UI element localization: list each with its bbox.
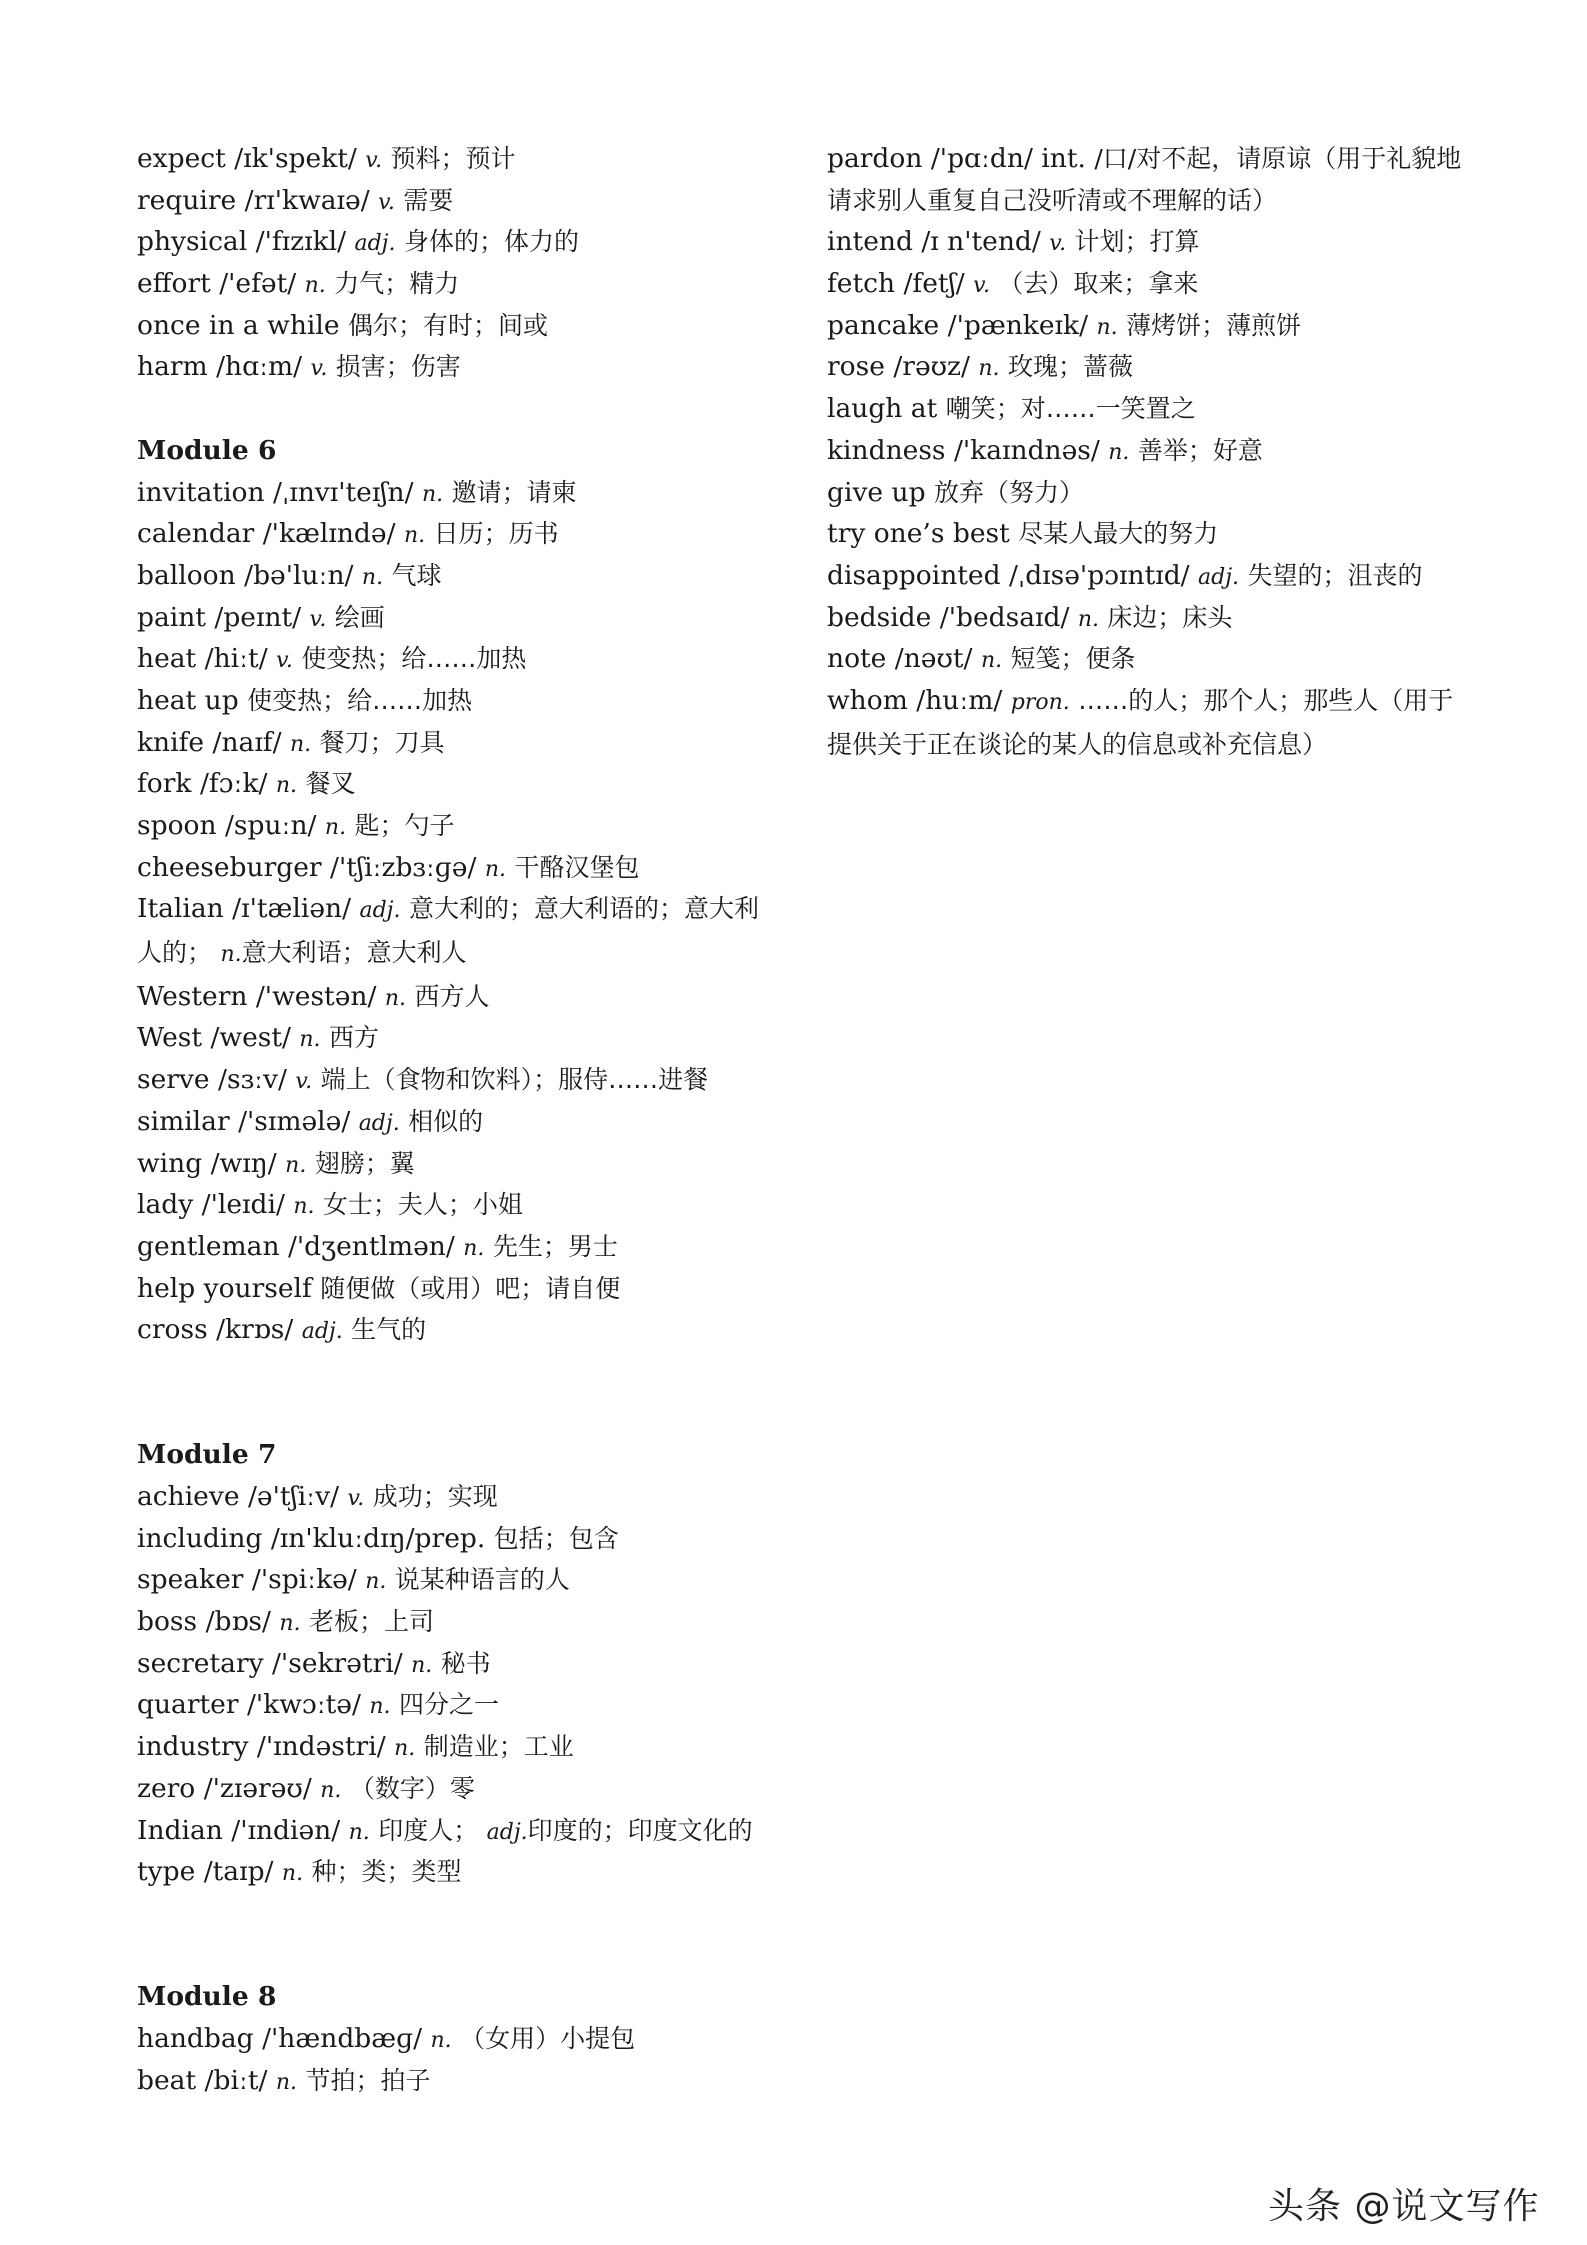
vocab-entry <box>137 472 777 514</box>
vocab-entry <box>827 263 1467 305</box>
entry-definition: 床边；床头 <box>1107 602 1233 632</box>
entry-definition: 嘲笑；对……一笑置之 <box>945 394 1196 424</box>
entry-part-of-speech: v. <box>973 273 990 299</box>
entry-word: gentleman <box>137 1230 280 1262</box>
vocab-entry <box>137 1184 777 1226</box>
entry-definition: 女士；夫人；小姐 <box>322 1190 523 1220</box>
entry-pronunciation: /ɪk'spekt/ <box>234 143 357 174</box>
entry-definition: 放弃（努力） <box>933 477 1084 507</box>
vocab-entry <box>137 555 777 597</box>
entry-pronunciation: /krɒs/ <box>216 1314 294 1346</box>
vocab-entry <box>137 1810 777 1852</box>
entry-pronunciation: /'ɪndiən/ <box>231 1814 341 1846</box>
entry-pronunciation: /'westən/ <box>255 980 377 1012</box>
entry-word: kindness <box>827 434 946 466</box>
entry-part-of-speech: adj. <box>1198 564 1240 590</box>
entry-pronunciation: /'efət/ <box>219 268 297 300</box>
entry-pronunciation: /sɜːv/ <box>218 1064 287 1096</box>
entry-part-of-speech: n. <box>348 1819 370 1845</box>
entry-part-of-speech: v. <box>310 356 328 382</box>
entry-definition: 偶尔；有时；间或 <box>347 310 548 340</box>
entry-word: handbag <box>137 2023 254 2054</box>
entry-pronunciation: /'kwɔːtə/ <box>246 1689 361 1721</box>
entry-word: Indian <box>137 1814 223 1846</box>
vocab-entry <box>827 597 1467 639</box>
entry-pronunciation: /'fɪzɪkl/ <box>255 226 347 258</box>
entry-word: secretary <box>137 1647 264 1679</box>
entry-part-of-speech: n. <box>361 564 384 590</box>
entry-definition: 力气；精力 <box>334 269 460 299</box>
entry-part-of-speech: v. <box>347 1486 365 1512</box>
vocab-entry <box>827 555 1467 597</box>
entry-word: wing <box>137 1147 203 1179</box>
entry-pronunciation: /spuːn/ <box>224 810 317 841</box>
entry-pronunciation: /'sekrətri/ <box>272 1647 403 1679</box>
entry-word: intend <box>827 226 913 258</box>
entry-part-of-speech: n. <box>394 1736 416 1762</box>
spacer <box>137 1893 777 1976</box>
vocab-entry <box>827 430 1467 472</box>
entry-word: achieve <box>137 1481 240 1513</box>
vocab-entry <box>137 263 777 305</box>
vocab-entry <box>827 513 1467 555</box>
entry-word: knife <box>137 726 205 758</box>
entry-pronunciation: /'tʃiːzbɜːɡə/ <box>330 851 477 883</box>
entry-definition: 气球 <box>391 560 442 590</box>
entry-pronunciation: /naɪf/ <box>212 726 282 758</box>
entry-part-of-speech: n. <box>289 731 312 757</box>
entry-definition: 餐叉 <box>305 769 356 799</box>
entry-pronunciation: /'hændbæɡ/ <box>262 2023 423 2054</box>
entry-pronunciation: /ɪ'tæliən/ <box>232 893 352 925</box>
entry-pronunciation: /ə'tʃiːv/ <box>247 1481 340 1513</box>
entry-part-of-speech: n. <box>281 1861 304 1887</box>
entry-definition: /口/对不起，请原谅（用于礼貌地请求别人重复自己没听清或不理解的话） <box>827 144 1462 215</box>
entry-definition: ……的人；那个人；那些人（用于提供关于正在谈论的某人的信息或补充信息） <box>827 685 1454 759</box>
entry-word: cross <box>137 1314 208 1346</box>
entry-part-of-speech: adj. <box>359 898 401 924</box>
entry-definition: 身体的；体力的 <box>403 227 579 257</box>
entry-pronunciation: /fetʃ/ <box>903 268 965 300</box>
entry-pronunciation: /'leɪdi/ <box>201 1189 285 1221</box>
vocab-entry <box>827 680 1467 765</box>
entry-part-of-speech: adj. <box>358 1110 400 1136</box>
entry-pronunciation: /bə'luːn/ <box>244 559 354 591</box>
entry-word: paint <box>137 601 206 633</box>
entry-word: serve <box>137 1064 210 1096</box>
entry-part-of-speech: n. <box>275 773 298 799</box>
entry-definition: 意大利的；意大利语的；意大利人的； <box>137 894 759 968</box>
entry-part-of-speech: v. <box>365 148 383 173</box>
entry-word: type <box>137 1856 196 1888</box>
entry-definition: 损害；伤害 <box>335 352 461 382</box>
entry-definition: 四分之一 <box>398 1690 499 1720</box>
entry-part-of-speech: n. <box>285 1152 307 1178</box>
entry-part-of-speech: n. <box>299 1027 321 1053</box>
module-heading: Module 7 <box>137 1439 277 1471</box>
entry-part-of-speech: v. <box>378 189 395 215</box>
vocab-entry <box>137 1768 777 1810</box>
entry-definition: 制造业；工业 <box>423 1732 574 1762</box>
entry-definition: 随便做（或用）吧；请自便 <box>320 1273 621 1303</box>
entry-part-of-speech: v. <box>1049 231 1067 257</box>
vocab-entry <box>137 221 777 263</box>
entry-definition: 端上（食物和饮料）；服侍……进餐 <box>320 1065 709 1095</box>
entry-part-of-speech: n. <box>463 1235 485 1261</box>
entry-definition: 预料；预计 <box>390 144 516 173</box>
vocab-entry <box>137 888 777 975</box>
entry-definition: 失望的；沮丧的 <box>1247 560 1423 590</box>
entry-definition: 餐刀；刀具 <box>319 727 445 757</box>
entry-word: expect <box>137 143 226 174</box>
entry-word: note <box>827 643 887 675</box>
entry-word: whom <box>827 684 908 716</box>
vocab-entry <box>137 1476 777 1518</box>
vocab-entry <box>827 221 1467 263</box>
entry-definition: 计划；打算 <box>1074 227 1200 257</box>
entry-part-of-speech: n. <box>365 1569 387 1595</box>
vocab-entry <box>137 1309 777 1351</box>
spacer <box>137 1351 777 1434</box>
entry-pronunciation: /ɪ n'tend/ <box>921 226 1041 258</box>
vocab-entry <box>137 1726 777 1768</box>
entry-word: zero <box>137 1772 196 1804</box>
entry-pronunciation: /'ɪndəstri/ <box>256 1731 386 1763</box>
entry-part-of-speech: n. <box>411 1652 433 1678</box>
vocab-entry <box>137 1101 777 1143</box>
entry-definition: （女用）小提包 <box>460 2024 636 2053</box>
vocab-entry <box>137 1518 777 1560</box>
vocab-entry <box>827 346 1467 388</box>
entry-pronunciation: /'kaɪndnəs/ <box>953 434 1100 466</box>
entry-part-of-speech: adj. <box>486 1819 528 1845</box>
vocab-entry <box>137 1143 777 1185</box>
entry-word: give up <box>827 476 926 508</box>
vocab-entry <box>137 2060 777 2102</box>
entry-word: beat <box>137 2064 197 2096</box>
entry-pronunciation: /'spiːkə/ <box>251 1564 357 1596</box>
entry-word: pardon <box>827 143 923 174</box>
entry-word: fetch <box>827 268 896 300</box>
entry-definition: 短笺；便条 <box>1010 644 1136 674</box>
entry-definition: 西方人 <box>414 981 490 1011</box>
entry-definition: 秘书 <box>440 1648 491 1678</box>
entry-word: invitation <box>137 476 265 508</box>
entry-definition: 成功；实现 <box>372 1482 498 1512</box>
entry-definition: 印度人； <box>378 1815 479 1845</box>
entry-part-of-speech: n. <box>484 856 506 882</box>
entry-part-of-speech: n. <box>978 356 1000 382</box>
entry-word: quarter <box>137 1689 239 1721</box>
entry-definition: 包括；包含 <box>493 1523 619 1553</box>
entry-pronunciation: /bɒs/ <box>205 1606 271 1638</box>
entry-definition: 薄烤饼；薄煎饼 <box>1126 310 1302 340</box>
entry-definition: 尽某人最大的努力 <box>1018 519 1219 549</box>
entry-part-of-speech: adj. <box>354 231 396 257</box>
vocab-entry <box>137 1559 777 1601</box>
entry-word: help yourself <box>137 1272 312 1304</box>
entry-pronunciation: /hɑːm/ <box>216 351 303 383</box>
entry-part-of-speech: n. <box>421 481 444 507</box>
entry-part-of-speech: adj. <box>301 1319 343 1345</box>
vocab-entry <box>827 472 1467 514</box>
entry-word: calendar <box>137 518 255 550</box>
entry-word: boss <box>137 1606 198 1638</box>
entry-pronunciation: /fɔːk/ <box>199 768 268 800</box>
entry-pronunciation: /nəʊt/ <box>894 643 973 675</box>
entry-word: heat up <box>137 684 239 716</box>
entry-definition: 印度的；印度文化的 <box>527 1815 753 1845</box>
vocab-entry <box>137 680 777 722</box>
entry-word: balloon <box>137 559 236 591</box>
spacer <box>137 388 777 430</box>
entry-pronunciation: /'kælɪndə/ <box>262 518 396 550</box>
vocab-entry <box>137 1643 777 1685</box>
vocab-entry <box>827 305 1467 347</box>
entry-part-of-speech: v. <box>295 1069 313 1095</box>
entry-pronunciation: /'bedsaɪd/ <box>939 601 1070 633</box>
entry-definition: 种；类；类型 <box>311 1857 462 1887</box>
entry-part-of-speech: n. <box>220 942 242 968</box>
entry-word: industry <box>137 1731 249 1763</box>
vocab-entry <box>137 763 777 805</box>
entry-definition: 玫瑰；蔷薇 <box>1008 352 1134 382</box>
entry-part-of-speech: v. <box>276 648 293 674</box>
entry-part-of-speech: n. <box>293 1194 315 1220</box>
watermark: 头条 @说文写作 <box>1268 2186 1540 2227</box>
entry-word: including <box>137 1522 263 1554</box>
module-heading: Module 8 <box>137 1981 277 2013</box>
entry-definition: 相似的 <box>408 1106 484 1136</box>
vocab-entry <box>137 513 777 555</box>
vocab-entry <box>137 722 777 764</box>
entry-definition: 生气的 <box>351 1315 427 1345</box>
left-column <box>137 138 777 2101</box>
entry-pronunciation: /hiːt/ <box>204 643 268 675</box>
vocab-entry <box>137 346 777 388</box>
vocab-entry <box>137 1684 777 1726</box>
entry-definition: 需要 <box>403 185 454 215</box>
entry-part-of-speech: n. <box>275 2069 298 2095</box>
entry-definition: 节拍；拍子 <box>305 2065 431 2095</box>
entry-pronunciation: /biːt/ <box>204 2064 268 2096</box>
entry-word: fork <box>137 768 192 800</box>
entry-part-of-speech: n. <box>1096 314 1118 340</box>
right-column <box>827 138 1467 765</box>
entry-pronunciation: /'dʒentlmən/ <box>287 1230 455 1262</box>
entry-part-of-speech: n. <box>320 1777 342 1803</box>
entry-word: try one’s best <box>827 518 1010 550</box>
vocab-entry <box>137 1851 777 1893</box>
module-heading: Module 6 <box>137 434 277 466</box>
entry-pronunciation: /wɪŋ/ <box>210 1147 277 1179</box>
vocab-entry <box>137 1059 777 1101</box>
entry-definition: 干酪汉堡包 <box>514 852 640 882</box>
entry-part-of-speech: n. <box>980 648 1003 674</box>
entry-word: Western <box>137 980 248 1012</box>
entry-part-of-speech: n. <box>304 273 326 299</box>
entry-definition: 匙；勺子 <box>354 811 455 840</box>
entry-part-of-speech: n. <box>324 815 347 840</box>
vocab-entry <box>827 638 1467 680</box>
entry-part-of-speech: n. <box>369 1694 391 1720</box>
entry-pronunciation: /'pɑːdn/ int. <box>930 143 1086 174</box>
entry-part-of-speech: pron. <box>1010 689 1070 715</box>
entry-definition: 说某种语言的人 <box>394 1565 570 1595</box>
entry-word: spoon <box>137 810 217 841</box>
vocab-entry <box>137 976 777 1018</box>
entry-word: disappointed <box>827 559 1001 591</box>
entry-definition: 善举；好意 <box>1137 435 1263 465</box>
entry-pronunciation: /ɪn'kluːdɪŋ/prep. <box>270 1522 486 1554</box>
vocab-entry <box>137 138 777 180</box>
entry-part-of-speech: n. <box>1077 606 1099 632</box>
entry-word: rose <box>827 351 885 383</box>
entry-part-of-speech: n. <box>430 2028 452 2053</box>
entry-pronunciation: /west/ <box>210 1022 291 1054</box>
entry-definition: 西方 <box>328 1023 379 1053</box>
vocab-entry <box>827 388 1467 430</box>
entry-definition: 邀请；请柬 <box>451 477 577 507</box>
entry-pronunciation: /rɪ'kwaɪə/ <box>244 184 370 216</box>
entry-word: similar <box>137 1105 230 1137</box>
entry-pronunciation: /taɪp/ <box>203 1856 274 1888</box>
vocab-entry <box>137 597 777 639</box>
entry-word: speaker <box>137 1564 244 1596</box>
vocab-entry <box>827 138 1467 221</box>
entry-word: heat <box>137 643 197 675</box>
entry-part-of-speech: n. <box>403 523 426 549</box>
entry-word: bedside <box>827 601 932 633</box>
entry-definition: 翅膀；翼 <box>314 1148 415 1178</box>
entry-word: require <box>137 184 237 216</box>
entry-pronunciation: /ˌɪnvɪ'teɪʃn/ <box>273 476 414 508</box>
vocab-entry <box>137 305 777 347</box>
entry-word: once in a while <box>137 309 340 341</box>
vocab-entry <box>137 2018 777 2060</box>
entry-pronunciation: /'zɪərəʊ/ <box>203 1772 312 1804</box>
vocab-entry <box>137 1226 777 1268</box>
entry-part-of-speech: n. <box>1108 439 1130 465</box>
entry-word: Italian <box>137 893 224 925</box>
entry-word: effort <box>137 268 211 300</box>
vocab-entry <box>137 638 777 680</box>
entry-part-of-speech: n. <box>279 1611 301 1637</box>
entry-definition: 老板；上司 <box>309 1607 435 1637</box>
entry-pronunciation: /huːm/ <box>916 684 1003 716</box>
entry-word: lady <box>137 1189 194 1221</box>
entry-definition: 绘画 <box>334 602 385 632</box>
vocab-entry <box>137 847 777 889</box>
entry-definition: 日历；历书 <box>433 519 559 549</box>
entry-pronunciation: /'sɪmələ/ <box>238 1105 351 1137</box>
entry-word: laugh at <box>827 393 938 425</box>
entry-definition: （去）取来；拿来 <box>998 269 1199 299</box>
vocab-entry <box>137 180 777 222</box>
entry-definition: 使变热；给……加热 <box>247 685 473 715</box>
entry-definition: 使变热；给……加热 <box>301 644 527 674</box>
vocab-entry <box>137 805 777 847</box>
entry-part-of-speech: v. <box>309 606 327 632</box>
entry-part-of-speech: n. <box>384 985 406 1011</box>
vocab-entry <box>137 1268 777 1310</box>
entry-word: harm <box>137 351 208 383</box>
vocab-entry <box>137 1601 777 1643</box>
entry-definition: 意大利语；意大利人 <box>241 938 467 968</box>
entry-definition: （数字）零 <box>349 1773 475 1803</box>
entry-definition: 先生；男士 <box>492 1231 618 1261</box>
vocab-entry <box>137 1017 777 1059</box>
entry-pronunciation: /'pænkeɪk/ <box>947 309 1089 341</box>
entry-word: West <box>137 1022 203 1054</box>
entry-pronunciation: /rəʊz/ <box>893 351 970 383</box>
entry-pronunciation: /peɪnt/ <box>214 601 302 633</box>
entry-pronunciation: /ˌdɪsə'pɔɪntɪd/ <box>1009 559 1190 591</box>
entry-word: cheeseburger <box>137 851 322 883</box>
entry-word: pancake <box>827 309 940 341</box>
entry-word: physical <box>137 226 248 258</box>
